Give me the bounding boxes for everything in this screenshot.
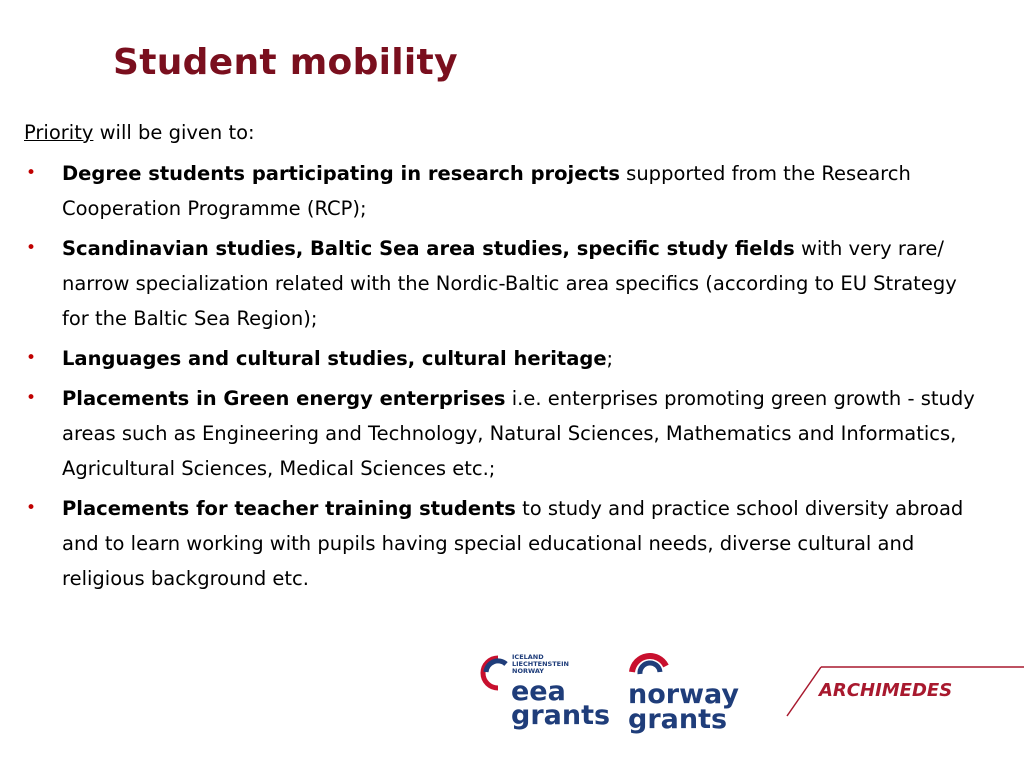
bullet-text: to study and practice school diversity abroad and to learn working with pupils having special educational needs, diverse cultural and religious background etc. xyxy=(62,497,964,590)
list-item xyxy=(24,231,984,336)
norway-grants-logo xyxy=(626,650,746,735)
eea-small-line-2: LIECHTENSTEIN xyxy=(512,660,569,668)
archimedes-logo-text: ARCHIMEDES xyxy=(819,680,953,701)
bullet-bold-text: Degree students participating in research projects xyxy=(62,162,620,185)
logo-arc-blue-icon xyxy=(486,661,506,672)
bullet-bold-text: Placements in Green energy enterprises xyxy=(62,387,506,410)
bullet-text: supported from the Research Cooperation Programme (RCP); xyxy=(62,162,911,220)
logo-slash-icon xyxy=(787,667,821,716)
bullet-bold-text: Placements for teacher training students xyxy=(62,497,516,520)
list-item xyxy=(24,341,984,376)
logo-arc-blue-icon xyxy=(640,663,660,674)
list-item xyxy=(24,381,984,486)
list-item xyxy=(24,156,984,226)
bullet-dot: • xyxy=(26,388,37,408)
bullet-text: i.e. enterprises promoting green growth - study areas such as Engineering and Technology, Natural Sciences, Mathematics and Informatics, Agricultural Sciences, Medical Sciences etc.; xyxy=(62,387,975,480)
slide-title: Student mobility xyxy=(113,42,458,83)
bullet-dot: • xyxy=(26,348,37,368)
list-item xyxy=(24,491,984,596)
eea-logo-line2: grants xyxy=(511,700,611,731)
eea-small-line-1: ICELAND xyxy=(512,653,544,661)
archimedes-logo xyxy=(785,664,1024,724)
priority-link[interactable]: Priority xyxy=(24,121,94,144)
eea-small-line-3: NORWAY xyxy=(512,667,544,675)
norway-logo-line2: grants xyxy=(628,704,728,735)
bullet-dot: • xyxy=(26,238,37,258)
intro-text: will be given to: xyxy=(93,121,255,144)
bullet-dot: • xyxy=(26,498,37,518)
bullet-list xyxy=(24,156,984,601)
bullet-bold-text: Languages and cultural studies, cultural heritage xyxy=(62,347,607,370)
bullet-text: ; xyxy=(606,347,614,370)
bullet-bold-text: Scandinavian studies, Baltic Sea area studies, specific study fields xyxy=(62,237,795,260)
eea-grants-logo xyxy=(480,650,611,735)
norway-logo-line1: norway xyxy=(628,679,740,710)
bullet-text: with very rare/ narrow specialization related with the Nordic-Baltic area specifics (according to EU Strategy for the Baltic Sea Region); xyxy=(62,237,957,330)
intro-line xyxy=(24,121,255,145)
eea-logo-line1: eea xyxy=(511,676,566,707)
bullet-dot: • xyxy=(26,163,37,183)
